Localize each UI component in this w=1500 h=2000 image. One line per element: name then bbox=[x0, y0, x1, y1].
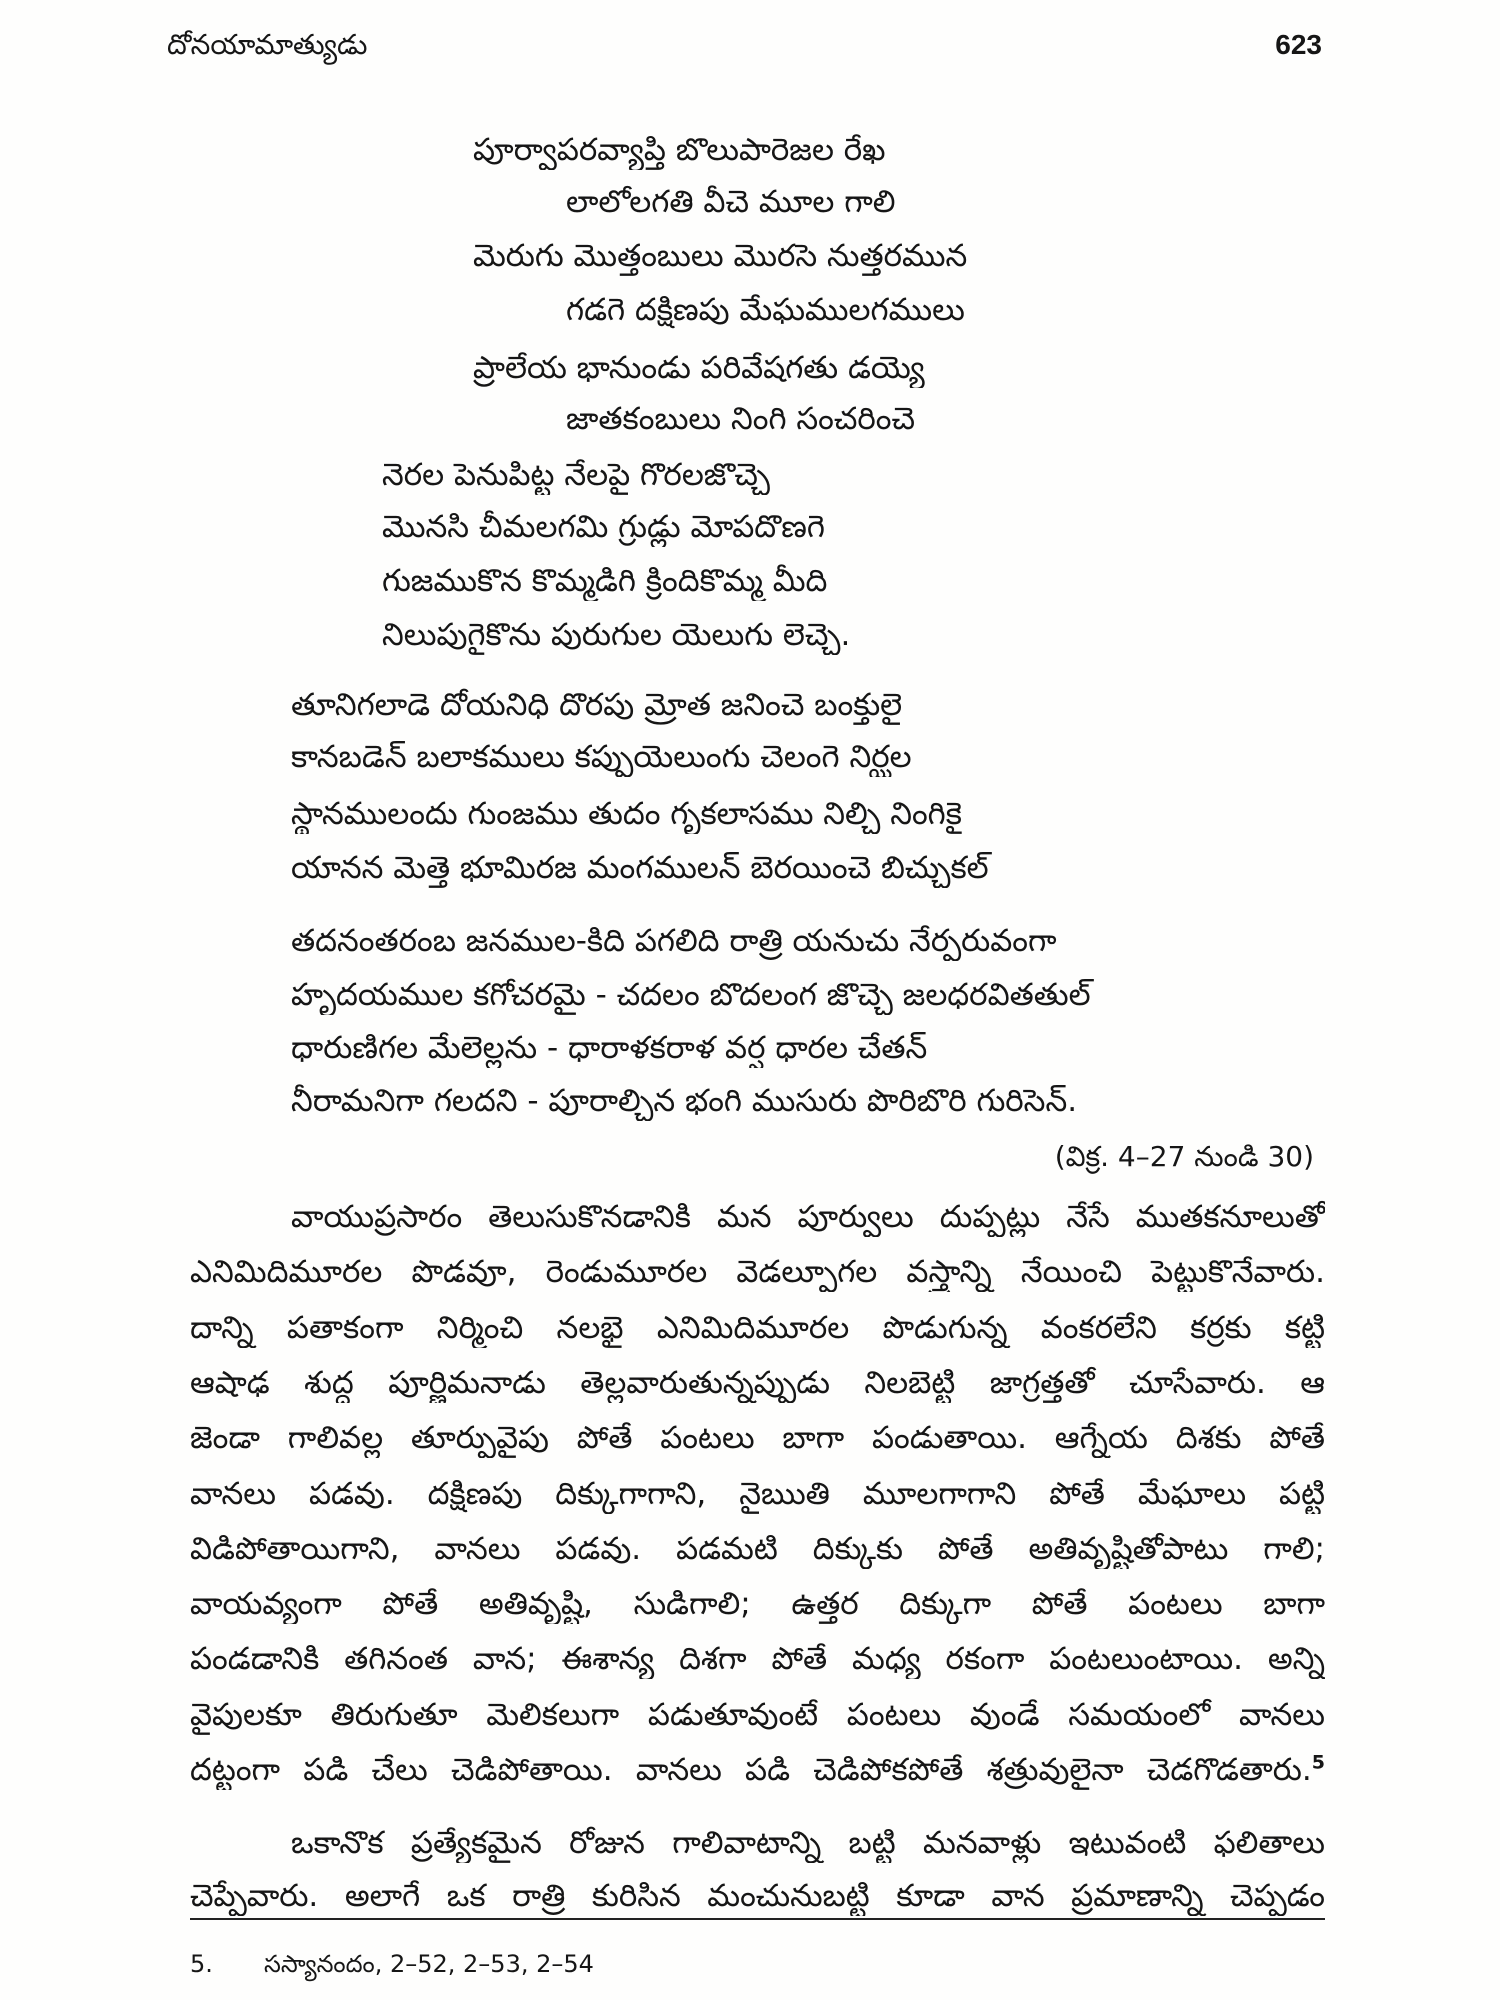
paragraph-line-with-note bbox=[190, 1750, 1325, 1790]
verse-line: గుజముకొన కొమ్మడిగి క్రిందికొమ్మ మీది bbox=[382, 563, 828, 599]
footnote-text: సస్యానందం, 2–52, 2–53, 2–54 bbox=[264, 1950, 594, 1978]
paragraph-line-text: దట్టంగా పడి చేలు చెడిపోతాయి. వానలు పడి చెడిపోకపోతే శత్రువులైనా చెడగొడతారు. bbox=[190, 1752, 1312, 1788]
footnote bbox=[190, 1945, 1325, 1983]
footnote-reference: 5 bbox=[1311, 1751, 1325, 1774]
paragraph-line: దాన్ని పతాకంగా నిర్మించి నలభై ఎనిమిదిమూరల పొడుగున్న వంకరలేని కర్రకు కట్టి bbox=[190, 1310, 1325, 1346]
verse-line: గడగె దక్షిణపు మేఘములగములు bbox=[566, 292, 965, 328]
paragraph-2 bbox=[190, 1823, 1325, 1916]
verse-line: తూనిగలాడె దోయనిధి దొరపు మ్రోత జనించె బంక్తులై bbox=[291, 687, 903, 723]
footnote-number: 5. bbox=[190, 1950, 213, 1978]
paragraph-line: వాయవ్యంగా పోతే అతివృష్టి, సుడిగాలి; ఉత్తర దిక్కుగా పోతే పంటలు బాగా bbox=[190, 1586, 1325, 1622]
paragraph-line: వైపులకూ తిరుగుతూ మెలికలుగా పడుతూవుంటే పంటలు వుండే సమయంలో వానలు bbox=[190, 1697, 1325, 1733]
verse-line: హృదయముల కగోచరమై - చదలం బొదలంగ జొచ్చె జలధరవితతుల్ bbox=[291, 977, 1091, 1013]
paragraph-line: వానలు పడవు. దక్షిణపు దిక్కుగాగాని, నైఋతి మూలగాగాని పోతే మేఘాలు పట్టి bbox=[190, 1476, 1325, 1512]
verse-line: నీరామనిగా గలదని - పూరాల్చిన భంగి ముసురు పొరిబొరి గురిసెన్. bbox=[291, 1083, 1078, 1119]
verse-line: నిలుపుగైకొను పురుగుల యెలుగు లెచ్చె. bbox=[382, 617, 851, 653]
verse-line: మెరుగు మొత్తంబులు మొరసె నుత్తరమున bbox=[473, 238, 968, 274]
verse-line: పూర్వాపరవ్యాప్తి బొలుపారెజల రేఖ bbox=[473, 132, 886, 168]
paragraph-line: వాయుప్రసారం తెలుసుకొనడానికి మన పూర్వులు దుప్పట్లు నేసే ముతకనూలుతో bbox=[291, 1199, 1325, 1235]
verse-line: జాతకంబులు నింగి సంచరించె bbox=[566, 401, 916, 437]
verse-block-1 bbox=[382, 130, 1330, 655]
page-number: 623 bbox=[1275, 29, 1322, 60]
paragraph-line: జెండా గాలివల్ల తూర్పువైపు పోతే పంటలు బాగా పండుతాయి. ఆగ్నేయ దిశకు పోతే bbox=[190, 1420, 1325, 1456]
verse-block-2 bbox=[291, 685, 1330, 888]
verse-line: మొనసి చీమలగమి గ్రుడ్లు మోపదొణగె bbox=[382, 509, 825, 545]
verse-block-3 bbox=[291, 921, 1330, 1121]
verse-line: స్థానములందు గుంజము తుదం గృకలాసము నిల్చి నింగికై bbox=[291, 796, 962, 832]
paragraph-line: చెప్పేవారు. అలాగే ఒక రాత్రి కురిసిన మంచునుబట్టి కూడా వాన ప్రమాణాన్ని చెప్పడం bbox=[190, 1878, 1325, 1914]
verse-line: నెరల పెనుపిట్ట నేలపై గొరలజొచ్చె bbox=[382, 457, 771, 493]
paragraph-line: విడిపోతాయిగాని, వానలు పడవు. పడమటి దిక్కుకు పోతే అతివృష్టితోపాటు గాలి; bbox=[190, 1531, 1325, 1567]
verse-line: ధారుణిగల మేలెల్లను - ధారాళకరాళ వర్ష ధారల చేతన్ bbox=[291, 1030, 928, 1066]
verse-line: యానన మెత్తె భూమిరజ మంగములన్ బెరయించె బిచ్చుకల్ bbox=[291, 850, 989, 886]
verse-line: ప్రాలేయ భానుండు పరివేషగతు డయ్యె bbox=[473, 350, 925, 386]
verse-line: తదనంతరంబ జనముల-కిది పగలిది రాత్రి యనుచు నేర్పరువంగా bbox=[291, 923, 1057, 959]
paragraph-line: పండడానికి తగినంత వాన; ఈశాన్య దిశగా పోతే మధ్య రకంగా పంటలుంటాయి. అన్ని bbox=[190, 1641, 1325, 1677]
running-title: దోనయామాత్యుడు bbox=[167, 28, 368, 61]
verse-line: కానబడెన్ బలాకములు కప్పుయెలుంగు చెలంగె నిర్ఝల bbox=[291, 739, 912, 775]
paragraph-line: ఎనిమిదిమూరల పొడవూ, రెండుమూరల వెడల్పూగల వస్త్రాన్ని నేయించి పెట్టుకొనేవారు. bbox=[190, 1254, 1325, 1290]
paragraph-line: ఆషాఢ శుద్ధ పూర్ణిమనాడు తెల్లవారుతున్నప్పుడు నిలబెట్టి జాగ్రత్తతో చూసేవారు. ఆ bbox=[190, 1365, 1325, 1401]
paragraph-line: ఒకానొక ప్రత్యేకమైన రోజున గాలివాటాన్ని బట్టి మనవాళ్లు ఇటువంటి ఫలితాలు bbox=[291, 1825, 1325, 1861]
paragraph-1 bbox=[190, 1197, 1325, 1790]
footnote-divider bbox=[190, 1918, 1325, 1920]
verse-citation: (విక్ర. 4–27 నుండి 30) bbox=[1054, 1140, 1314, 1173]
verse-line: లాలోలగతి వీచె మూల గాలి bbox=[566, 184, 896, 220]
